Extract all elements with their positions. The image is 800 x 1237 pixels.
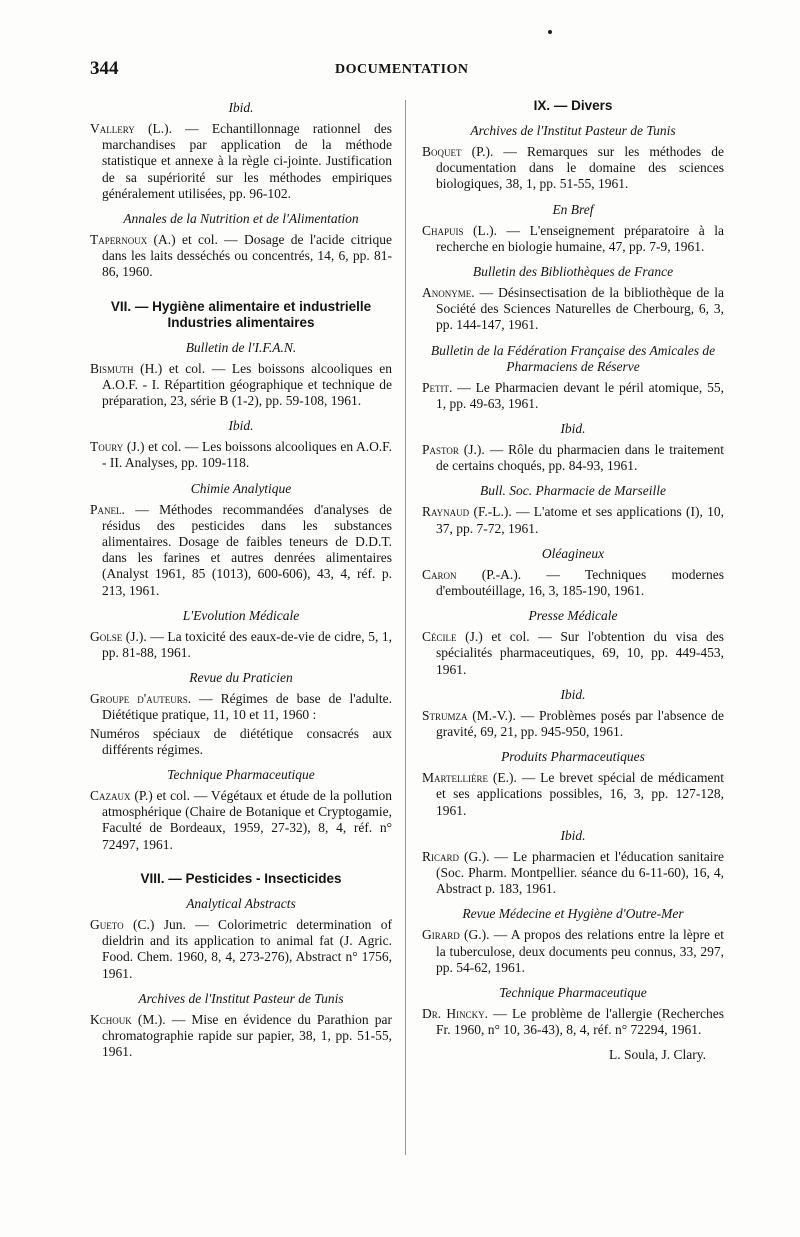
entry-text (422, 708, 724, 740)
entry-note: Numéros spéciaux de diététique consacrés aux différents régimes. (90, 725, 392, 757)
entry-author: Dr. Hincky. (422, 1006, 488, 1022)
entry-citation: — Echantillonnage rationnel des marchandises par application de la méthode statistique et annexe à la règle ci-jointe. Justification de sa supériorité sur les méthodes empiriques généralement utilisées, pp. 96-102. (102, 121, 392, 201)
journal-source: Ibid. (228, 418, 254, 434)
page-number: 344 (90, 58, 119, 79)
entry-citation: — Mise en évidence du Parathion par chromatographie rapide sur papier, 38, 1, pp. 51-55, 1961. (102, 1011, 393, 1060)
bibliography-entry (90, 232, 392, 281)
entry-text (90, 361, 392, 410)
entry-citation: — La toxicité des eaux-de-vie de cidre, 5, 1, pp. 81-88, 1961. (102, 628, 392, 661)
entry-citation: et col. — Sur l'obtention du visa des spécialités pharmaceutiques, 69, 10, pp. 449-453, 1961. (436, 629, 724, 677)
section-heading: IX. — Divers (533, 98, 613, 113)
entry-citation: et col. — Végétaux et étude de la pollution atmosphérique (Chaire de Botanique et Cryptogamie, Faculté de Bordeaux, 1959, 27-32), 8, 4, réf. n° 72497, 1961. (102, 788, 392, 852)
bibliography-entry (422, 1006, 724, 1038)
bibliography-entry (90, 361, 392, 410)
entry-text (422, 285, 724, 334)
bibliography-entry (422, 380, 724, 412)
entry-author: Panel. (90, 501, 125, 517)
right-column (422, 98, 724, 1063)
bibliography-entry (422, 285, 724, 334)
entry-citation: — Rôle du pharmacien dans le traitement de certains choqués, pp. 84-93, 1961. (436, 442, 724, 474)
entry-text (90, 917, 392, 982)
entry-author: Chapuis (L.). (422, 222, 498, 238)
bibliography-entry (422, 849, 724, 898)
bibliography-entry (422, 144, 724, 193)
entry-author: Groupe d'auteurs. (90, 691, 192, 707)
journal-source: En Bref (552, 201, 594, 217)
entry-author: Anonyme. (422, 285, 475, 301)
entry-text (422, 849, 724, 898)
journal-source: Oléagineux (541, 545, 605, 561)
bibliography-entry (422, 442, 724, 474)
entry-author: Raynaud (F.-L.). (422, 504, 512, 520)
entry-citation: — L'atome et ses applications (I), 10, 37, pp. 7-72, 1961. (436, 504, 724, 536)
journal-source: Revue du Praticien (189, 670, 293, 686)
entry-text (422, 927, 724, 976)
entry-text (422, 504, 724, 536)
entry-text (422, 1006, 724, 1038)
journal-source: Ibid. (560, 686, 586, 702)
entry-author: Gueto (C.) (90, 916, 155, 932)
entry-citation: — Remarques sur les méthodes de documentation dans le domaine des sciences biologiques, 38, 1, pp. 51-55, 1961. (436, 144, 724, 192)
signature: L. Soula, J. Clary. (609, 1046, 706, 1062)
entry-text (90, 439, 392, 471)
journal-source: Presse Médicale (528, 608, 618, 624)
entry-citation: et col. — Les boissons alcooliques en A.O.F. - II. Analyses, pp. 109-118. (102, 439, 392, 471)
bibliography-entry (90, 788, 392, 853)
entry-text (90, 121, 392, 202)
entry-citation: et col. — Dosage de l'acide citrique dans les laits desséchés ou concentrés, 14, 6, pp. 81-86, 1960. (102, 232, 392, 280)
entry-text (422, 442, 724, 474)
bibliography-entry (422, 629, 724, 678)
entry-citation: — Régimes de base de l'adulte. Diététique pratique, 11, 10 et 11, 1960 : (102, 691, 392, 723)
journal-source: Produits Pharmaceutiques (501, 749, 645, 765)
entry-author: Boquet (P.). (422, 144, 494, 159)
journal-source: Ibid. (228, 100, 254, 115)
entry-text (90, 232, 392, 281)
entry-author: Pastor (J.). (422, 442, 485, 458)
bibliography-entry (422, 708, 724, 740)
entry-citation: — Le brevet spécial de médicament et ses applications possibles, 16, 3, pp. 127-128, 1961. (436, 770, 724, 818)
bibliography-entry (90, 917, 392, 982)
entry-text (422, 380, 724, 412)
journal-source: Ibid. (560, 421, 586, 437)
bibliography-entry (422, 223, 724, 255)
entry-text (90, 629, 392, 661)
entry-author: Golse (J.). (90, 628, 147, 644)
entry-citation: — Problèmes posés par l'absence de gravité, 69, 21, pp. 945-950, 1961. (436, 707, 724, 740)
entry-text (90, 502, 392, 599)
print-mark (548, 30, 552, 34)
entry-citation: — Désinsectisation de la bibliothèque de la Société des Sciences Naturelles de Cherbourg, 6, 3, pp. 144-147, 1961. (436, 285, 724, 333)
entry-text (90, 788, 392, 853)
entry-author: Vallery (L.). (90, 121, 172, 136)
entry-author: Cazaux (P.) (90, 788, 153, 804)
entry-author: Petit. (422, 379, 453, 395)
journal-source: Revue Médecine et Hygiène d'Outre-Mer (462, 906, 684, 922)
page-header (0, 58, 800, 88)
entry-text (422, 629, 724, 678)
journal-source: Bull. Soc. Pharmacie de Marseille (480, 483, 666, 499)
entry-author: Toury (J.) (90, 439, 145, 455)
entry-citation: Jun. — Colorimetric determination of dieldrin and its application to animal fat (J. Agric. Food. Chem. 1960, 8, 4, 273-276), Abstract n° 1756, 1961. (102, 916, 392, 981)
entry-author: Kchouk (M.). (90, 1011, 166, 1027)
entry-citation: — Le pharmacien et l'éducation sanitaire (Soc. Pharm. Montpellier. séance du 6-11-60), 16, 4, Abstract p. 183, 1961. (436, 848, 724, 897)
journal-source: Bulletin de l'I.F.A.N. (185, 339, 297, 355)
journal-source: Archives de l'Institut Pasteur de Tunis (470, 123, 676, 138)
journal-source: Ibid. (560, 827, 586, 843)
entry-citation: — Le problème de l'allergie (Recherches Fr. 1960, n° 10, 36-43), 8, 4, réf. n° 72294, 1961. (436, 1006, 725, 1038)
entry-author: Cécile (J.) (422, 629, 483, 645)
bibliography-entry (90, 439, 392, 471)
journal-source: L'Evolution Médicale (182, 607, 300, 623)
journal-source: Analytical Abstracts (186, 895, 296, 911)
entry-author: Ricard (G.). (422, 848, 490, 864)
journal-source: Chimie Analytique (190, 480, 292, 496)
bibliography-entry (422, 770, 724, 819)
entry-citation: — L'enseignement préparatoire à la recherche en biologie humaine, 47, pp. 7-9, 1961. (436, 222, 725, 254)
bibliography-entry (422, 927, 724, 976)
entry-text (422, 770, 724, 819)
journal-source: Annales de la Nutrition et de l'Alimentation (123, 211, 359, 227)
journal-source: Technique Pharmaceutique (167, 767, 315, 783)
journal-source: Archives de l'Institut Pasteur de Tunis (138, 990, 344, 1006)
entry-author: Tapernoux (A.) (90, 232, 176, 248)
bibliography-entry (90, 502, 392, 599)
entry-text (422, 223, 724, 255)
running-title: DOCUMENTATION (335, 62, 469, 77)
journal-source: Bulletin des Bibliothèques de France (472, 264, 674, 280)
entry-author: Girard (G.). (422, 927, 490, 943)
entry-citation: — A propos des relations entre la lèpre et la tuberculose, deux documents peu connus, 33, 297, pp. 54-62, 1961. (436, 927, 725, 975)
entry-citation: — Techniques modernes d'emboutéillage, 16, 3, 185-190, 1961. (436, 566, 724, 599)
entry-text (422, 567, 724, 599)
left-column (90, 98, 392, 1062)
entry-citation: et col. — Les boissons alcooliques en A.O.F. - I. Répartition géographique et technique de préparation, 23, série B (1-2), pp. 59-108, 1961. (102, 360, 393, 409)
bibliography-entry (90, 691, 392, 758)
bibliography-entry (422, 504, 724, 536)
entry-text (422, 144, 724, 193)
column-divider (405, 100, 406, 1155)
bibliography-entry (422, 567, 724, 599)
bibliography-entry (90, 121, 392, 202)
entry-text (90, 691, 392, 723)
entry-author: Bismuth (H.) (90, 360, 163, 376)
entry-text (90, 1012, 392, 1061)
bibliography-entry (90, 629, 392, 661)
journal-source: Technique Pharmaceutique (499, 985, 647, 1001)
entry-author: Martellière (E.). (422, 770, 517, 786)
section-heading: VII. — Hygiène alimentaire et industrielle Industries alimentaires (110, 298, 372, 330)
entry-citation: — Méthodes recommandées d'analyses de résidus des pesticides dans les substances alimentaires. Dosage de faibles teneurs de D.D.T. dans les farines et autres denrées alimentaires (Analyst 1961, 85 (1013), 600-606), 43, 4, réf. p. 213, 1961. (102, 501, 392, 598)
entry-citation: — Le Pharmacien devant le péril atomique, 55, 1, pp. 49-63, 1961. (436, 379, 724, 411)
bibliography-entry (90, 1012, 392, 1061)
entry-author: Caron (P.-A.). (422, 566, 522, 582)
entry-author: Strumza (M.-V.). (422, 707, 516, 723)
section-heading: VIII. — Pesticides - Insecticides (140, 870, 342, 886)
journal-source: Bulletin de la Fédération Française des Amicales de Pharmaciens de Réserve (430, 342, 716, 374)
